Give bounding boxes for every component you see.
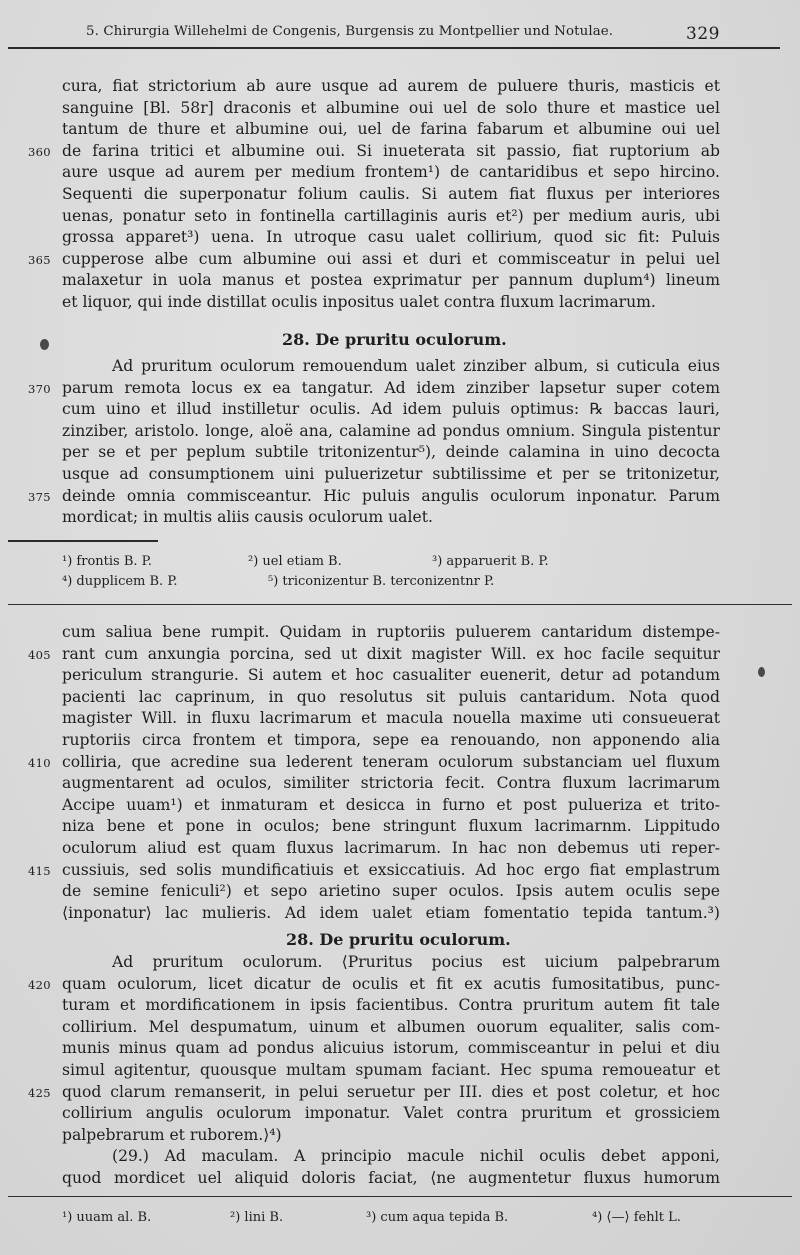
text-line: turam et mordificationem in ipsis facientibus. Contra pruritum autem fit tale xyxy=(62,996,720,1015)
text-line: periculum strangurie. Si autem et hoc casualiter euenerit, detur ad potandum xyxy=(62,666,720,685)
text-line: quod mordicet uel aliquid doloris faciat, ⟨ne augmentetur fluxus humorum xyxy=(62,1169,720,1187)
line-number: 365 xyxy=(28,252,51,267)
line-number: 420 xyxy=(28,977,51,992)
line-number: 415 xyxy=(28,863,51,878)
footnote: ³) apparuerit B. P. xyxy=(432,554,549,569)
line-number: 425 xyxy=(28,1085,51,1100)
text-line: cum saliua bene rumpit. Quidam in ruptoriis puluerem cantaridum distempe- xyxy=(62,623,720,641)
footnote: ¹) frontis B. P. xyxy=(62,554,152,569)
section-heading-top: 28. De pruritu oculorum. xyxy=(282,330,507,349)
text-line: cussiuis, sed solis mundificatiuis et exsiccatiuis. Ad hoc ergo fiat emplastrum xyxy=(62,860,720,879)
text-line: colliria, que acredine sua lederent teneram oculorum substanciam uel fluxum xyxy=(62,752,720,771)
paper-blemish xyxy=(758,667,765,677)
line-number: 375 xyxy=(28,489,51,504)
text-line: tantum de thure et albumine oui, uel de farina fabarum et albumine oui uel xyxy=(62,120,720,139)
footnote: ²) lini B. xyxy=(230,1210,284,1225)
text-line: cum uino et illud instilletur oculis. Ad idem puluis optimus: ℞ baccas lauri, xyxy=(62,400,720,419)
line-number: 410 xyxy=(28,755,51,770)
page-fragment-separator xyxy=(8,604,792,605)
text-line: ruptoriis circa frontem et timpora, sepe ea renouando, non apponendo alia xyxy=(62,731,720,749)
text-line: quod clarum remanserit, in pelui seruetur per III. dies et post coletur, et hoc xyxy=(62,1082,720,1101)
text-line: Accipe uuam¹) et inmaturam et desicca in furno et post pulueriza et trito- xyxy=(62,795,720,814)
running-title: 5. Chirurgia Willehelmi de Congenis, Burgensis zu Montpellier und Notulae. xyxy=(86,24,614,39)
text-line: de semine feniculi²) et sepo arietino super oculos. Ipsis autem oculis sepe xyxy=(62,882,720,901)
footnote: ⁴) ⟨—⟩ fehlt L. xyxy=(592,1210,681,1225)
footnote: ⁴) dupplicem B. P. xyxy=(62,574,178,589)
section-heading-bottom: 28. De pruritu oculorum. xyxy=(286,930,511,949)
footnote: ¹) uuam al. B. xyxy=(62,1210,152,1225)
paper-blemish xyxy=(40,339,49,350)
text-line: rant cum anxungia porcina, sed ut dixit magister Will. ex hoc facile sequitur xyxy=(62,644,720,663)
text-line: Ad pruritum oculorum remouendum ualet zinziber album, si cuticula eius xyxy=(112,357,720,375)
text-line: malaxetur in uola manus et postea exprimatur per pannum duplum⁴) lineum xyxy=(62,271,720,290)
footnote: ²) uel etiam B. xyxy=(248,554,342,569)
text-line: uenas, ponatur seto in fontinella cartillaginis auris et²) per medium auris, ubi xyxy=(62,206,720,225)
text-line: quam oculorum, licet dicatur de oculis et fit ex acutis fumositatibus, punc- xyxy=(62,974,720,993)
line-number: 405 xyxy=(28,647,51,662)
text-line: deinde omnia commisceantur. Hic puluis angulis oculorum inponatur. Parum xyxy=(62,486,720,505)
text-line: cura, fiat strictorium ab aure usque ad aurem de puluere thuris, masticis et xyxy=(62,77,720,95)
text-line: grossa apparet³) uena. In utroque casu ualet collirium, quod sic fit: Puluis xyxy=(62,228,720,247)
text-line: parum remota locus ex ea tangatur. Ad idem zinziber lapsetur super cotem xyxy=(62,378,720,397)
text-line: cupperose albe cum albumine oui assi et duri et commisceatur in pelui uel xyxy=(62,249,720,268)
text-line: Sequenti die superponatur folium caulis. Si autem fiat fluxus per interiores xyxy=(62,185,720,203)
text-line: palpebrarum et ruborem.⟩⁴) xyxy=(62,1125,282,1144)
text-line: per se et per peplum subtile tritonizentur⁵), deinde calamina in uino decocta xyxy=(62,443,720,462)
text-line: collirium angulis oculorum imponatur. Valet contra pruritum et grossiciem xyxy=(62,1104,720,1123)
text-line: et liquor, qui inde distillat oculis inpositus ualet contra fluxum lacrimarum. xyxy=(62,293,656,311)
footnote: ³) cum aqua tepida B. xyxy=(366,1210,509,1225)
text-line: pacienti lac caprinum, in quo resolutus sit puluis cantaridum. Nota quod xyxy=(62,687,720,706)
text-line: aure usque ad aurem per medium frontem¹) de cantaridibus et sepo hircino. xyxy=(62,163,720,182)
text-line: de farina tritici et albumine oui. Si inueterata sit passio, fiat ruptorium ab xyxy=(62,141,720,160)
text-line: (29.) Ad maculam. A principio macule nichil oculis debet apponi, xyxy=(112,1147,720,1166)
footnote-rule-top xyxy=(8,540,158,542)
running-header xyxy=(0,18,800,48)
text-line: zinziber, aristolo. longe, aloë ana, calamine ad pondus omnium. Singula pistentur xyxy=(62,421,720,440)
text-line: ⟨inponatur⟩ lac mulieris. Ad idem ualet etiam fomentatio tepida tantum.³) xyxy=(62,903,720,922)
text-line: augmentarent ad oculos, similiter strictoria fecit. Contra fluxum lacrimarum xyxy=(62,774,720,793)
text-line: niza bene et pone in oculos; bene stringunt fluxum lacrimarnm. Lippitudo xyxy=(62,817,720,836)
line-number: 360 xyxy=(28,144,51,159)
text-line: Ad pruritum oculorum. ⟨Pruritus pocius est uicium palpebrarum xyxy=(112,953,720,971)
footnote: ⁵) triconizentur B. terconizentnr P. xyxy=(268,574,495,589)
text-line: oculorum aliud est quam fluxus lacrimarum. In hac non debemus uti reper- xyxy=(62,839,720,857)
text-line: simul agitentur, quousque multam spumam faciant. Hec spuma remoueatur et xyxy=(62,1061,720,1079)
text-line: sanguine [Bl. 58r] draconis et albumine oui uel de solo thure et mastice uel xyxy=(62,98,720,117)
text-line: mordicat; in multis aliis causis oculorum ualet. xyxy=(62,508,433,527)
text-line: magister Will. in fluxu lacrimarum et macula nouella maxime uti consueuerat xyxy=(62,709,720,728)
page-number: 329 xyxy=(686,24,720,44)
line-number: 370 xyxy=(28,381,51,396)
header-rule xyxy=(8,47,780,49)
text-line: munis minus quam ad pondus alicuius istorum, commisceantur in pelui et diu xyxy=(62,1039,720,1058)
text-line: collirium. Mel despumatum, uinum et albumen ouorum equaliter, salis com- xyxy=(62,1017,720,1036)
footnote-rule-bottom xyxy=(8,1196,792,1197)
text-line: usque ad consumptionem uini puluerizetur subtilissime et per se tritonizetur, xyxy=(62,465,720,483)
